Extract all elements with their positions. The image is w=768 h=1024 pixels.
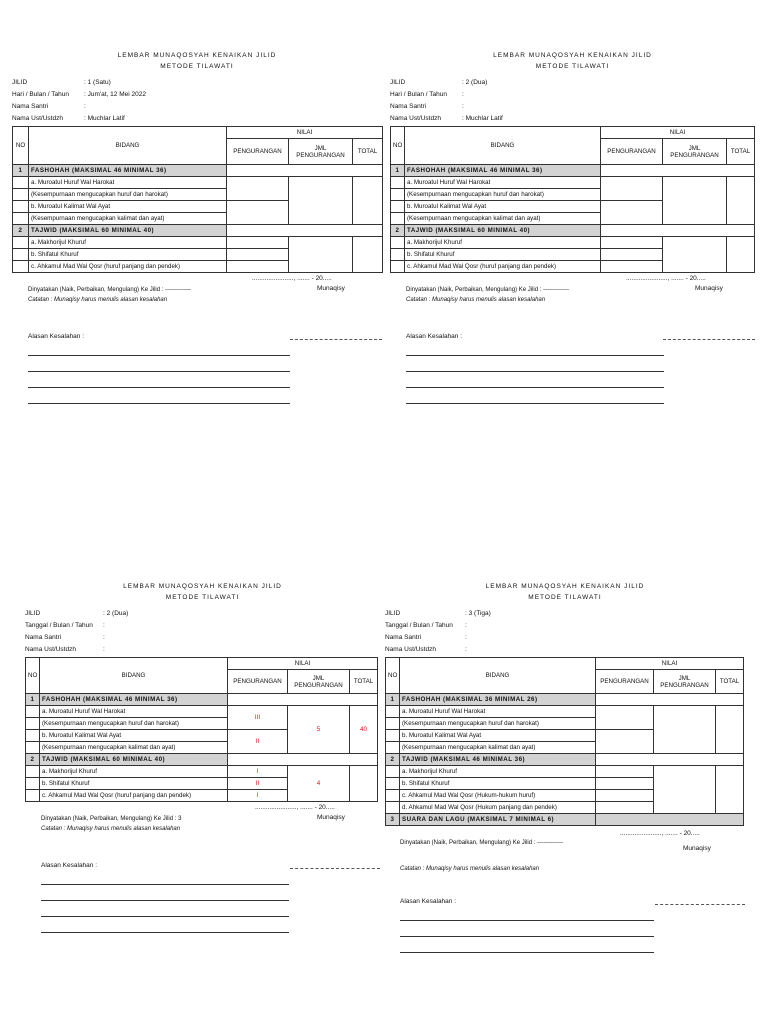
row-no [386, 778, 400, 790]
item-label: b. Shifatul Khuruf [405, 249, 601, 261]
header-total: TOTAL [353, 139, 383, 165]
pengurangan-cell[interactable] [601, 237, 663, 249]
row-no [26, 790, 40, 802]
row-no [391, 213, 405, 225]
reason-line[interactable] [28, 340, 290, 356]
category-blank [596, 694, 744, 706]
reason-line[interactable] [400, 905, 654, 921]
meta-value[interactable]: : Muchlar Latif [462, 115, 503, 122]
form-title: LEMBAR MUNAQOSYAH KENAIKAN JILID [493, 52, 652, 59]
meta-value[interactable]: : [103, 622, 105, 629]
header-nilai: NILAI [228, 658, 378, 670]
munaqisy-label: Munaqisy [317, 814, 345, 821]
signature-block [385, 826, 745, 866]
row-no [391, 201, 405, 213]
row-no [391, 177, 405, 189]
pengurangan-cell[interactable] [601, 201, 663, 225]
item-label: a. Makhorijul Khuruf [405, 237, 601, 249]
form-jilid-1 [12, 50, 382, 404]
meta-value[interactable]: : 3 (Tiga) [465, 610, 491, 617]
form-jilid-3 [385, 581, 745, 953]
meta-row [390, 77, 755, 89]
meta-row [385, 608, 745, 620]
meta-label: JILID [385, 610, 401, 617]
header-total: TOTAL [716, 670, 744, 694]
jml-cell[interactable] [654, 706, 716, 754]
row-no [386, 802, 400, 814]
header-bidang: BIDANG [40, 658, 228, 694]
header-pengurangan: PENGURANGAN [228, 670, 288, 694]
meta-row [25, 644, 380, 656]
meta-value[interactable]: : 1 (Satu) [84, 79, 111, 86]
item-label: b. Muroatul Kalimat Wal Ayat [29, 201, 227, 213]
row-no [26, 706, 40, 718]
form-title: LEMBAR MUNAQOSYAH KENAIKAN JILID [485, 583, 645, 590]
category-no: 1 [391, 165, 405, 177]
meta-row [12, 101, 382, 113]
row-no [26, 778, 40, 790]
item-label: (Kesempurnaan mengucapkan kalimat dan ayat) [29, 213, 227, 225]
jml-cell[interactable]: 5 [288, 706, 350, 754]
meta-row [25, 632, 380, 644]
row-no [13, 177, 29, 189]
form-subtitle: METODE TILAWATI [165, 594, 240, 601]
score-table [390, 126, 755, 273]
jml-cell[interactable] [289, 237, 353, 273]
category-blank [228, 754, 378, 766]
item-label: b. Muroatul Kalimat Wal Ayat [405, 201, 601, 213]
form-subtitle: METODE TILAWATI [535, 63, 610, 70]
row-no [386, 730, 400, 742]
form-meta [385, 608, 745, 656]
meta-row [390, 89, 755, 101]
row-no [26, 742, 40, 754]
pengurangan-cell[interactable]: I [228, 766, 288, 778]
meta-row [25, 620, 380, 632]
header-jml: JML PENGURANGAN [289, 139, 353, 165]
header-bidang: BIDANG [405, 127, 601, 165]
form-jilid-2 [390, 50, 755, 404]
meta-value[interactable]: : 2 (Dua) [103, 610, 129, 617]
category-blank [601, 165, 755, 177]
signature-block [12, 273, 382, 297]
munaqisy-label: Munaqisy [317, 285, 345, 292]
jml-cell[interactable]: 4 [288, 766, 350, 802]
header-no: NO [386, 658, 400, 694]
meta-label: JILID [25, 610, 41, 617]
pengurangan-cell[interactable] [227, 237, 289, 249]
decision-line: Dinyatakan (Naik, Perbaikan, Mengulang) Ke Jilid : ------------- [28, 287, 192, 293]
pengurangan-cell[interactable]: III [228, 706, 288, 730]
score-table [25, 657, 378, 802]
reason-label: Alasan Kesalahan : [406, 333, 463, 340]
pengurangan-cell[interactable] [227, 261, 289, 273]
header-bidang: BIDANG [400, 658, 596, 694]
header-pengurangan: PENGURANGAN [596, 670, 654, 694]
item-label: (Kesempurnaan mengucapkan huruf dan harokat) [400, 718, 596, 730]
item-label: (Kesempurnaan mengucapkan kalimat dan ayat) [400, 742, 596, 754]
item-label: a. Muroatul Huruf Wal Harokat [405, 177, 601, 189]
meta-label: Hari / Bulan / Tahun [12, 91, 69, 98]
item-label: a. Makhorijul Khuruf [40, 766, 228, 778]
reason-line[interactable] [406, 340, 664, 356]
item-label: b. Shifatul Khuruf [400, 778, 596, 790]
meta-label: Tanggal / Bulan / Tahun [25, 622, 93, 629]
item-label: a. Muroatul Huruf Wal Harokat [400, 706, 596, 718]
munaqisy-label: Munaqisy [683, 845, 711, 852]
row-no [13, 261, 29, 273]
meta-row [25, 608, 380, 620]
pengurangan-cell[interactable]: I [228, 790, 288, 802]
pengurangan-cell[interactable] [227, 201, 289, 225]
row-no [391, 189, 405, 201]
header-total: TOTAL [350, 670, 378, 694]
pengurangan-cell[interactable] [601, 249, 663, 261]
form-jilid-2-filled [25, 581, 380, 933]
header-no: NO [26, 658, 40, 694]
total-cell[interactable] [716, 766, 744, 814]
form-title: LEMBAR MUNAQOSYAH KENAIKAN JILID [117, 52, 277, 59]
header-jml: JML PENGURANGAN [654, 670, 716, 694]
decision-line: Dinyatakan (Naik, Perbaikan, Mengulang) Ke Jilid : ------------- [406, 287, 570, 293]
header-bidang: BIDANG [29, 127, 227, 165]
reason-header [400, 898, 745, 905]
date-line: ......................., ....... - 20..... [252, 275, 332, 282]
meta-value[interactable]: : [103, 634, 105, 641]
pengurangan-cell[interactable] [596, 802, 654, 814]
row-no [26, 730, 40, 742]
header-jml: JML PENGURANGAN [663, 139, 727, 165]
form-title: LEMBAR MUNAQOSYAH KENAIKAN JILID [123, 583, 282, 590]
header-no: NO [391, 127, 405, 165]
meta-row [385, 620, 745, 632]
reason-label: Alasan Kesalahan : [41, 862, 98, 869]
item-label: b. Shifatul Khuruf [40, 778, 228, 790]
header-pengurangan: PENGURANGAN [227, 139, 289, 165]
row-no [13, 189, 29, 201]
meta-label: Hari / Bulan / Tahun [390, 91, 447, 98]
category-label: TAJWID (MAKSIMAL 46 MINIMAL 36) [400, 754, 596, 766]
note-text: Catatan : Munaqisy harus menulis alasan kesalahan [28, 297, 168, 303]
reason-lines[interactable] [406, 340, 664, 404]
form-subtitle: METODE TILAWATI [528, 594, 602, 601]
category-label: TAJWID (MAKSIMAL 60 MINIMAL 40) [40, 754, 228, 766]
reason-line[interactable] [28, 356, 290, 372]
category-blank [601, 225, 755, 237]
score-table [12, 126, 383, 273]
reason-lines[interactable] [41, 869, 289, 933]
meta-label: Nama Santri [390, 103, 427, 110]
signature-block [25, 802, 380, 826]
reason-dashes [290, 336, 382, 340]
pengurangan-cell[interactable] [227, 249, 289, 261]
form-meta [390, 77, 755, 125]
item-label: c. Ahkamul Mad Wal Qosr (huruf panjang dan pendek) [29, 261, 227, 273]
category-blank [227, 165, 383, 177]
reason-line[interactable] [41, 917, 289, 933]
category-no: 2 [26, 754, 40, 766]
reason-header [28, 333, 382, 340]
pengurangan-cell[interactable]: II [228, 778, 288, 790]
meta-label: Nama Ust/Ustdzh [390, 115, 441, 122]
meta-label: Nama Santri [25, 634, 62, 641]
meta-value[interactable]: : Jum'at, 12 Mei 2022 [84, 91, 146, 98]
pengurangan-cell[interactable] [227, 177, 289, 201]
category-blank [227, 225, 383, 237]
reason-line[interactable] [28, 372, 290, 388]
meta-value[interactable]: : 2 (Dua) [462, 79, 488, 86]
pengurangan-cell[interactable] [596, 730, 654, 754]
meta-value[interactable]: : [103, 646, 105, 653]
meta-value[interactable]: : [465, 634, 467, 641]
meta-label: Nama Ust/Ustdzh [385, 646, 436, 653]
category-no: 3 [386, 814, 400, 826]
pengurangan-cell[interactable] [596, 790, 654, 802]
reason-line[interactable] [41, 885, 289, 901]
reason-line[interactable] [406, 372, 664, 388]
meta-label: Nama Santri [12, 103, 49, 110]
meta-row [385, 632, 745, 644]
meta-label: Nama Santri [385, 634, 422, 641]
score-table [385, 657, 744, 826]
row-no [386, 790, 400, 802]
row-no [26, 718, 40, 730]
meta-row [12, 113, 382, 125]
row-no [391, 261, 405, 273]
row-no [391, 237, 405, 249]
meta-label: Nama Ust/Ustdzh [12, 115, 63, 122]
date-line: ......................., ....... - 20..... [255, 804, 335, 811]
meta-row [385, 644, 745, 656]
header-nilai: NILAI [596, 658, 744, 670]
reason-dashes [655, 901, 745, 905]
row-no [386, 706, 400, 718]
row-no [13, 213, 29, 225]
pengurangan-cell[interactable]: II [228, 730, 288, 754]
date-line: ......................., ....... - 20..... [620, 830, 700, 837]
header-jml: JML PENGURANGAN [288, 670, 350, 694]
category-blank [596, 814, 744, 826]
category-label: FASHOHAH (MAKSIMAL 36 MINIMAL 26) [400, 694, 596, 706]
category-label: FASHOHAH (MAKSIMAL 46 MINIMAL 36) [40, 694, 228, 706]
reason-header [406, 333, 755, 340]
category-label: FASHOHAH (MAKSIMAL 46 MINIMAL 36) [29, 165, 227, 177]
reason-dashes [663, 336, 755, 340]
item-label: a. Muroatul Huruf Wal Harokat [40, 706, 228, 718]
reason-label: Alasan Kesalahan : [28, 333, 85, 340]
item-label: (Kesempurnaan mengucapkan huruf dan harokat) [40, 718, 228, 730]
munaqisy-label: Munaqisy [695, 285, 723, 292]
pengurangan-cell[interactable] [601, 177, 663, 201]
note-text: Catatan : Munaqisy harus menulis alasan kesalahan [400, 866, 540, 872]
category-label: SUARA DAN LAGU (MAKSIMAL 7 MINIMAL 6) [400, 814, 596, 826]
category-no: 2 [13, 225, 29, 237]
category-label: FASHOHAH (MAKSIMAL 46 MINIMAL 36) [405, 165, 601, 177]
category-no: 1 [26, 694, 40, 706]
pengurangan-cell[interactable] [601, 261, 663, 273]
row-no [13, 237, 29, 249]
category-no: 2 [391, 225, 405, 237]
item-label: c. Ahkamul Mad Wal Qosr (huruf panjang dan pendek) [40, 790, 228, 802]
row-no [386, 718, 400, 730]
meta-label: Tanggal / Bulan / Tahun [385, 622, 453, 629]
row-no [386, 742, 400, 754]
decision-line: Dinyatakan (Naik, Perbaikan, Mengulang) Ke Jilid : 3 [41, 816, 182, 822]
jml-cell[interactable] [663, 237, 727, 273]
header-nilai: NILAI [601, 127, 755, 139]
header-total: TOTAL [727, 139, 755, 165]
category-blank [228, 694, 378, 706]
reason-lines[interactable] [28, 340, 290, 404]
category-label: TAJWID (MAKSIMAL 60 MINIMAL 40) [29, 225, 227, 237]
meta-label: JILID [12, 79, 28, 86]
row-no [26, 766, 40, 778]
reason-line[interactable] [41, 901, 289, 917]
date-line: ......................., ....... - 20..... [626, 275, 706, 282]
row-no [391, 249, 405, 261]
category-no: 1 [386, 694, 400, 706]
item-label: a. Makhorijul Khuruf [29, 237, 227, 249]
total-cell[interactable]: 40 [350, 706, 378, 754]
header-nilai: NILAI [227, 127, 383, 139]
meta-row [390, 101, 755, 113]
category-no: 2 [386, 754, 400, 766]
total-cell[interactable] [727, 237, 755, 273]
total-cell[interactable] [353, 237, 383, 273]
jml-cell[interactable] [289, 177, 353, 225]
item-label: c. Ahkamul Mad Wal Qosr (huruf panjang dan pendek) [405, 261, 601, 273]
reason-header [41, 862, 380, 869]
total-cell[interactable] [727, 177, 755, 225]
form-subtitle: METODE TILAWATI [160, 63, 234, 70]
total-cell[interactable] [353, 177, 383, 225]
item-label: b. Muroatul Kalimat Wal Ayat [40, 730, 228, 742]
item-label: (Kesempurnaan mengucapkan huruf dan harokat) [405, 189, 601, 201]
item-label: c. Ahkamul Mad Wal Qosr (Hukum-hukum huruf) [400, 790, 596, 802]
category-label: TAJWID (MAKSIMAL 60 MINIMAL 40) [405, 225, 601, 237]
pengurangan-cell[interactable] [596, 778, 654, 790]
reason-line[interactable] [28, 388, 290, 404]
form-meta [12, 77, 382, 125]
reason-lines[interactable] [400, 905, 654, 953]
header-pengurangan: PENGURANGAN [601, 139, 663, 165]
item-label: b. Muroatul Kalimat Wal Ayat [400, 730, 596, 742]
jml-cell[interactable] [654, 766, 716, 814]
item-label: b. Shifatul Khuruf [29, 249, 227, 261]
reason-label: Alasan Kesalahan : [400, 898, 457, 905]
pengurangan-cell[interactable] [596, 766, 654, 778]
reason-line[interactable] [400, 937, 654, 953]
meta-value[interactable]: : [462, 103, 464, 110]
item-label: a. Muroatul Huruf Wal Harokat [29, 177, 227, 189]
row-no [386, 766, 400, 778]
meta-row [390, 113, 755, 125]
note-text: Catatan : Munaqisy harus menulis alasan kesalahan [41, 826, 181, 832]
decision-line: Dinyatakan (Naik, Perbaikan, Mengulang) Ke Jilid : ------------- [400, 840, 564, 846]
meta-label: JILID [390, 79, 406, 86]
jml-cell[interactable] [663, 177, 727, 225]
meta-row [12, 77, 382, 89]
signature-block [390, 273, 755, 297]
item-label: (Kesempurnaan mengucapkan huruf dan harokat) [29, 189, 227, 201]
reason-line[interactable] [406, 356, 664, 372]
reason-dashes [290, 865, 380, 869]
meta-value[interactable]: : Muchlar Latif [84, 115, 125, 122]
meta-value[interactable]: : [465, 646, 467, 653]
item-label: (Kesempurnaan mengucapkan kalimat dan ayat) [40, 742, 228, 754]
meta-value[interactable]: : [465, 622, 467, 629]
reason-line[interactable] [400, 921, 654, 937]
pengurangan-cell[interactable] [596, 706, 654, 730]
total-cell[interactable] [716, 706, 744, 754]
category-blank [596, 754, 744, 766]
row-no [13, 201, 29, 213]
item-label: (Kesempurnaan mengucapkan kalimat dan ayat) [405, 213, 601, 225]
meta-row [12, 89, 382, 101]
row-no [13, 249, 29, 261]
note-text: Catatan : Munaqisy harus menulis alasan kesalahan [406, 297, 546, 303]
reason-line[interactable] [41, 869, 289, 885]
form-meta [25, 608, 380, 656]
meta-value[interactable]: : [84, 103, 86, 110]
reason-line[interactable] [406, 388, 664, 404]
meta-label: Nama Ust/Ustdzh [25, 646, 76, 653]
category-no: 1 [13, 165, 29, 177]
header-no: NO [13, 127, 29, 165]
meta-value[interactable]: : [462, 91, 464, 98]
item-label: d. Ahkamul Mad Wal Qosr (Hukum panjang dan pendek) [400, 802, 596, 814]
total-cell[interactable] [350, 766, 378, 802]
item-label: a. Makhorijul Khuruf [400, 766, 596, 778]
